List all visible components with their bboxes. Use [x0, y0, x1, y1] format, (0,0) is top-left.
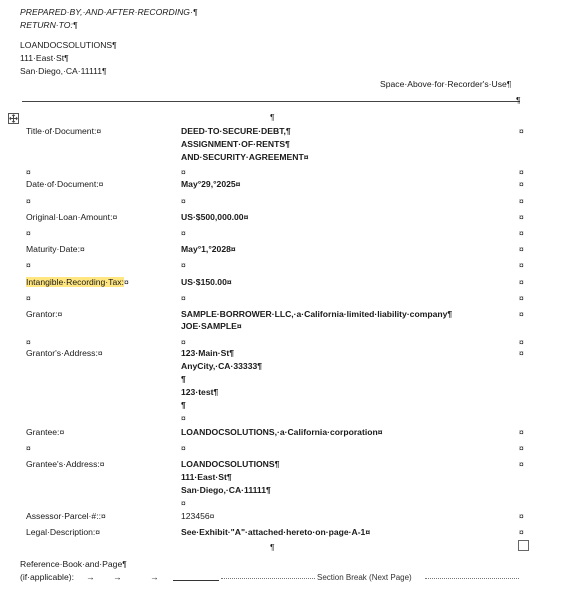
row-end-mark: ¤	[519, 309, 524, 319]
grantor-value-line-1: SAMPLE·BORROWER·LLC,·a·California·limited·liability·company¶	[181, 309, 453, 319]
table-row-date[interactable]	[0, 178, 563, 191]
section-break-label: Section Break (Next Page)	[317, 573, 412, 582]
parcel-value: 123456¤	[181, 511, 215, 521]
title-label: Title·of·Document:¤	[26, 126, 102, 136]
grantor-address-line-6: ¤	[181, 413, 186, 423]
table-row-parcel[interactable]	[0, 510, 563, 523]
row-end-mark: ¤	[519, 228, 524, 238]
spacer-label: ¤	[26, 196, 31, 206]
row-end-mark: ¤	[519, 348, 524, 358]
spacer-value: ¤	[181, 228, 186, 238]
title-value-line-2: ASSIGNMENT·OF·RENTS¶	[181, 139, 290, 149]
table-row-grantor-address[interactable]	[0, 347, 563, 360]
intangible-tax-label-wrap	[26, 276, 129, 289]
grantor-address-line-2: AnyCity,·CA·33333¶	[181, 361, 263, 371]
grantee-address-label: Grantee's·Address:¤	[26, 459, 105, 469]
table-row-spacer[interactable]	[0, 292, 563, 305]
row-end-mark: ¤	[519, 126, 524, 136]
return-address-line-3: San·Diego,·CA·11111¶	[20, 66, 107, 76]
date-value: May°29,°2025¤	[181, 179, 241, 189]
row-end-mark: ¤	[519, 167, 524, 177]
grantee-value: LOANDOCSOLUTIONS,·a·California·corporation¤	[181, 427, 383, 437]
spacer-label: ¤	[26, 167, 31, 177]
row-end-mark: ¤	[519, 459, 524, 469]
table-bottom-paragraph-mark: ¶	[270, 542, 275, 552]
maturity-label: Maturity·Date:¤	[26, 244, 85, 254]
spacer-label: ¤	[26, 260, 31, 270]
grantor-label: Grantor:¤	[26, 309, 63, 319]
divider-paragraph-mark: ¶	[516, 95, 521, 105]
spacer-value: ¤	[181, 260, 186, 270]
section-break-dots-left	[221, 578, 315, 579]
reference-book-label: Reference·Book·and·Page¶	[20, 559, 127, 569]
tab-arrow-icon: →	[150, 572, 159, 582]
grantee-address-line-4: ¤	[181, 498, 186, 508]
row-end-mark: ¤	[519, 511, 524, 521]
table-row-loan-amount[interactable]	[0, 211, 563, 224]
tab-arrow-icon: →	[86, 572, 95, 582]
spacer-value: ¤	[181, 337, 186, 347]
return-address-line-2: 111·East·St¶	[20, 53, 69, 63]
row-end-mark: ¤	[519, 527, 524, 537]
spacer-value: ¤	[181, 196, 186, 206]
intangible-tax-label-mark: ¤	[123, 277, 129, 287]
table-move-handle-icon[interactable]	[8, 113, 19, 124]
table-row-legal-description[interactable]	[0, 526, 563, 539]
table-row-grantee-address-cont-3	[0, 497, 563, 510]
table-top-paragraph-mark: ¶	[270, 112, 275, 122]
tab-arrow-icon: →	[113, 572, 122, 582]
table-row-spacer[interactable]	[0, 195, 563, 208]
row-end-mark: ¤	[519, 293, 524, 303]
if-applicable-label: (if·applicable):	[20, 572, 74, 582]
row-end-mark: ¤	[519, 212, 524, 222]
row-end-mark: ¤	[519, 196, 524, 206]
loan-amount-label: Original·Loan·Amount:¤	[26, 212, 118, 222]
table-row-grantee[interactable]	[0, 426, 563, 439]
table-row-title-cont-2	[0, 151, 563, 164]
table-row-maturity[interactable]	[0, 243, 563, 256]
table-row-grantee-address[interactable]	[0, 458, 563, 471]
return-address-line-1: LOANDOCSOLUTIONS¶	[20, 40, 117, 50]
intangible-tax-label: Intangible·Recording·Tax:	[26, 277, 124, 287]
legal-description-label: Legal·Description:¤	[26, 527, 101, 537]
spacer-label: ¤	[26, 228, 31, 238]
grantor-address-line-3: ¶	[181, 374, 186, 384]
table-row-grantor-address-cont-4	[0, 399, 563, 412]
reference-blank-line[interactable]	[173, 580, 219, 581]
intangible-tax-value: US·$150.00¤	[181, 277, 232, 287]
spacer-value: ¤	[181, 443, 186, 453]
grantor-address-line-1: 123·Main·St¶	[181, 348, 235, 358]
row-end-mark: ¤	[519, 337, 524, 347]
maturity-value: May°1,°2028¤	[181, 244, 236, 254]
title-value-line-3: AND·SECURITY·AGREEMENT¤	[181, 152, 309, 162]
date-label: Date·of·Document:¤	[26, 179, 104, 189]
table-row-title[interactable]	[0, 125, 563, 138]
table-row-grantor-address-cont-2	[0, 373, 563, 386]
recorder-space-label: Space·Above·for·Recorder's·Use¶	[380, 79, 512, 89]
parcel-label: Assessor·Parcel·#::¤	[26, 511, 106, 521]
table-row-intangible-tax[interactable]	[0, 276, 563, 289]
table-row-grantor-address-cont-3	[0, 386, 563, 399]
spacer-label: ¤	[26, 443, 31, 453]
return-to-line: RETURN·TO:¶	[20, 20, 78, 30]
prepared-by-line: PREPARED·BY,·AND·AFTER·RECORDING·¶	[20, 7, 198, 17]
table-row-title-cont-1	[0, 138, 563, 151]
row-end-mark: ¤	[519, 244, 524, 254]
spacer-label: ¤	[26, 337, 31, 347]
table-row-grantor-address-cont-1	[0, 360, 563, 373]
grantor-address-label: Grantor's·Address:¤	[26, 348, 103, 358]
grantee-label: Grantee:¤	[26, 427, 65, 437]
recorder-divider-line	[22, 101, 520, 102]
row-end-mark: ¤	[519, 443, 524, 453]
table-row-spacer[interactable]	[0, 442, 563, 455]
row-end-mark: ¤	[519, 260, 524, 270]
row-end-mark: ¤	[519, 179, 524, 189]
table-row-spacer[interactable]	[0, 259, 563, 272]
legal-description-value: See·Exhibit·"A"·attached·hereto·on·page·A-1¤	[181, 527, 371, 537]
table-row-spacer[interactable]	[0, 227, 563, 240]
grantor-address-line-5: ¶	[181, 400, 186, 410]
grantee-address-line-1: LOANDOCSOLUTIONS¶	[181, 459, 280, 469]
table-row-grantor-cont	[0, 320, 563, 333]
spacer-label: ¤	[26, 293, 31, 303]
spacer-value: ¤	[181, 167, 186, 177]
loan-amount-value: US·$500,000.00¤	[181, 212, 249, 222]
grantee-address-line-3: San·Diego,·CA·11111¶	[181, 485, 271, 495]
grantor-value-line-2: JOE·SAMPLE¤	[181, 321, 242, 331]
table-row-grantee-address-cont-2	[0, 484, 563, 497]
table-resize-handle-icon[interactable]	[518, 540, 529, 551]
grantee-address-line-2: 111·East·St¶	[181, 472, 232, 482]
spacer-value: ¤	[181, 293, 186, 303]
grantor-address-line-4: 123·test¶	[181, 387, 219, 397]
table-row-grantor-address-cont-5	[0, 412, 563, 425]
row-end-mark: ¤	[519, 427, 524, 437]
row-end-mark: ¤	[519, 277, 524, 287]
title-value-line-1: DEED·TO·SECURE·DEBT,¶	[181, 126, 291, 136]
section-break-dots-right	[425, 578, 519, 579]
table-row-grantee-address-cont-1	[0, 471, 563, 484]
